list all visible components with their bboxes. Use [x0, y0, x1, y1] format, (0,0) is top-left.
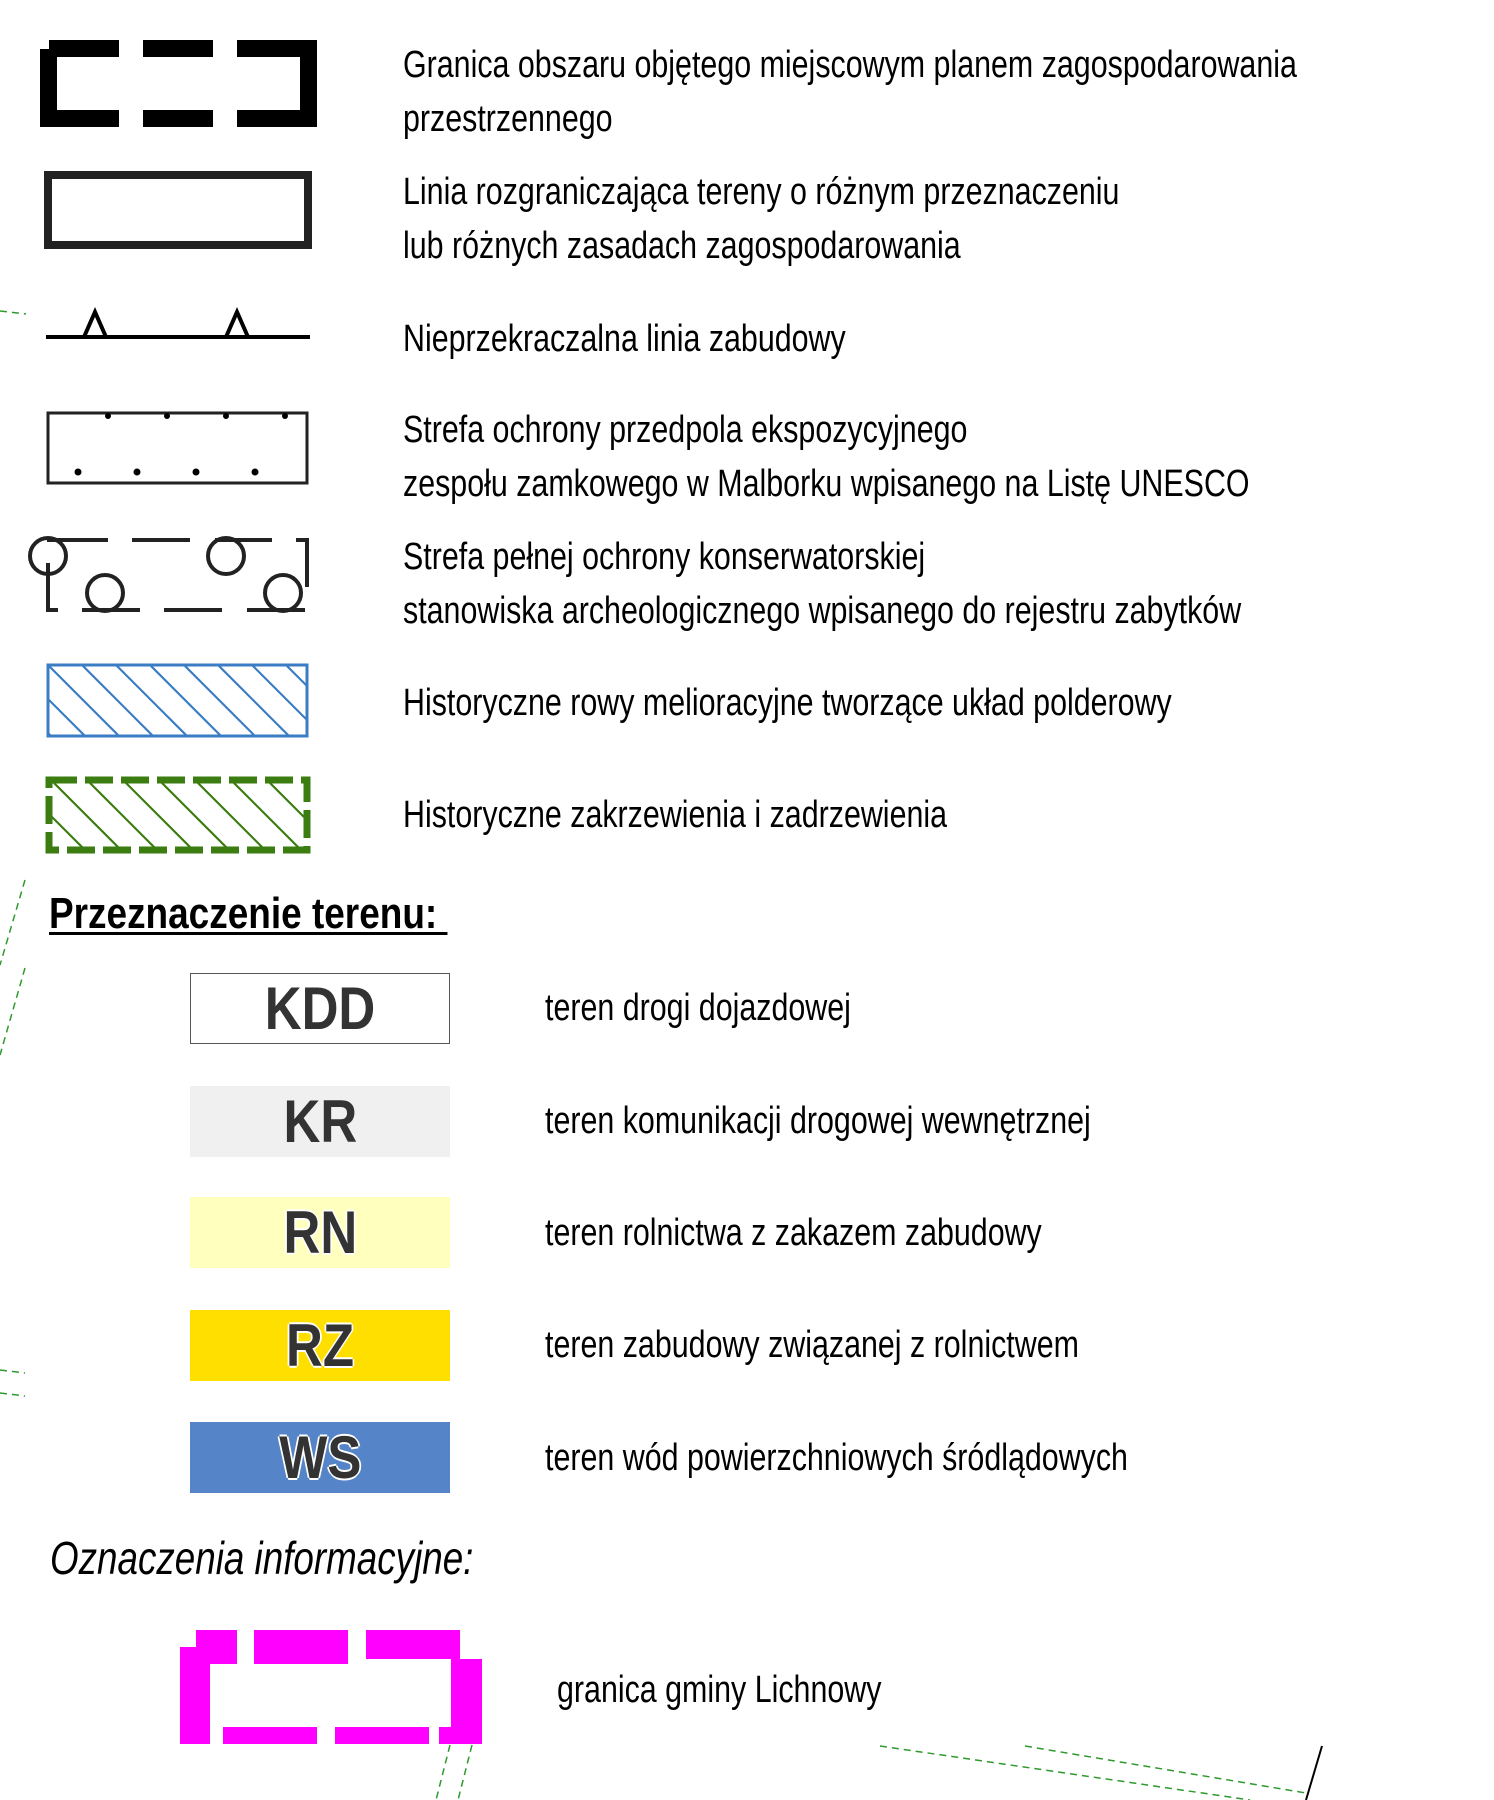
legend-text-line: lub różnych zasadach zagospodarowania [403, 225, 961, 267]
legend-text-line: Strefa ochrony przedpola ekspozycyjnego [403, 409, 968, 451]
building-line-icon [46, 306, 316, 342]
map-dashed-line [1025, 1746, 1306, 1793]
info-heading: Oznaczenia informacyjne: [50, 1532, 474, 1584]
land-use-label: teren drogi dojazdowej [545, 987, 851, 1029]
map-dashed-line [458, 1745, 472, 1800]
land-use-code-ws [190, 1422, 450, 1493]
legend-item-archaeological-zone [403, 530, 1241, 638]
map-dashed-line [436, 1745, 450, 1800]
legend-text-line: zespołu zamkowego w Malborku wpisanego na Listę UNESCO [403, 463, 1250, 505]
municipality-boundary-icon [180, 1630, 485, 1745]
legend-item-drainage-ditches [403, 676, 1172, 730]
map-dashed-line [0, 1370, 25, 1373]
map-dashed-line [880, 1746, 1250, 1800]
legend-item-building-line [403, 312, 846, 366]
plan-boundary-icon [40, 40, 320, 130]
legend-text-line: Historyczne zakrzewienia i zadrzewienia [403, 794, 948, 836]
map-solid-line [1306, 1746, 1322, 1800]
legend-text-line: Strefa pełnej ochrony konserwatorskiej [403, 536, 926, 578]
land-use-code-label: RN [283, 1199, 357, 1266]
map-dashed-line [0, 311, 26, 314]
legend-item-demarcation-line [403, 165, 1119, 273]
land-use-code-label: KDD [264, 975, 376, 1042]
legend-item-shrubs-trees [403, 788, 947, 842]
legend-text-line: Historyczne rowy melioracyjne tworzące układ polderowy [403, 682, 1172, 724]
land-use-code-label: KR [283, 1088, 357, 1155]
land-use-label: teren wód powierzchniowych śródlądowych [545, 1437, 1128, 1479]
land-use-code-label: RZ [285, 1312, 354, 1379]
legend-item-unesco-zone [403, 403, 1250, 511]
unesco-zone-icon [46, 410, 312, 488]
land-use-code-kdd [190, 973, 450, 1044]
map-dashed-line [0, 1393, 25, 1396]
legend-text-line: Nieprzekraczalna linia zabudowy [403, 318, 846, 360]
shrubs-trees-icon [45, 776, 311, 854]
land-use-code-rz [190, 1310, 450, 1381]
land-use-label: teren rolnictwa z zakazem zabudowy [545, 1212, 1042, 1254]
drainage-ditches-icon [46, 663, 310, 739]
legend-text-line: przestrzennego [403, 98, 613, 140]
legend-text-line: Linia rozgraniczająca tereny o różnym przeznaczeniu [403, 171, 1120, 213]
archaeological-zone-icon [25, 530, 315, 620]
map-dashed-line [0, 968, 25, 1055]
land-use-code-label: WS [278, 1424, 362, 1491]
map-dashed-line [0, 880, 25, 965]
legend-text-line: stanowiska archeologicznego wpisanego do rejestru zabytków [403, 590, 1242, 632]
land-use-code-rn [190, 1197, 450, 1268]
land-use-label: teren zabudowy związanej z rolnictwem [545, 1324, 1079, 1366]
land-use-label: teren komunikacji drogowej wewnętrznej [545, 1100, 1091, 1142]
demarcation-line-icon [44, 171, 314, 251]
info-item-label: granica gminy Lichnowy [557, 1669, 882, 1711]
legend-text-line: Granica obszaru objętego miejscowym planem zagospodarowania [403, 44, 1297, 86]
land-use-code-kr [190, 1086, 450, 1157]
land-use-heading: Przeznaczenie terenu: [49, 889, 448, 938]
legend-item-plan-boundary [403, 38, 1297, 146]
